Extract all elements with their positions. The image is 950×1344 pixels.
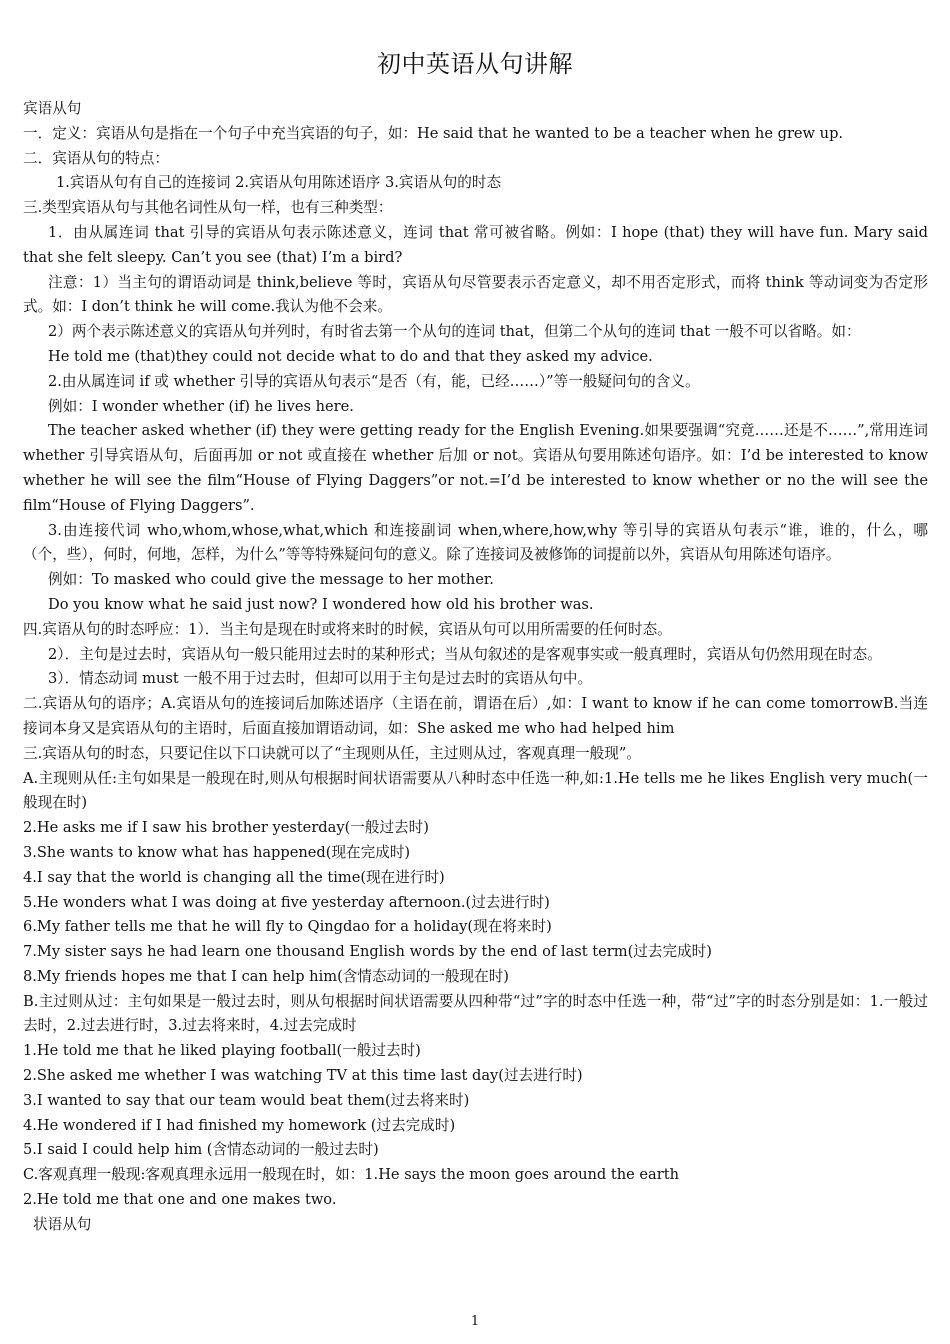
paragraph: 3.由连接代词 who,whom,whose,what,which 和连接副词 when,where,how,why 等引导的宾语从句表示“谁，谁的，什么，哪（个，些），何时，何地，怎样，为什么”等等特殊疑问句的意义。除了连接词及被修饰的词提前以外，宾语从句用陈述句语序。 — [23, 521, 928, 564]
example-sentence: 2.He told me that one and one makes two. — [23, 1191, 337, 1209]
paragraph: 注意：1）当主句的谓语动词是 think,believe 等时，宾语从句尽管要表示否定意义，却不用否定形式，而将 think 等动词变为否定形式。如：I don’t think he will come.我认为他不会来。 — [23, 273, 928, 316]
paragraph: 四.宾语从句的时态呼应：1）．当主句是现在时或将来时的时候，宾语从句可以用所需要的任何时态。 — [23, 620, 672, 638]
document-title: 初中英语从句讲解 — [377, 50, 573, 78]
page-number: 1 — [470, 1314, 480, 1329]
paragraph: 1.宾语从句有自己的连接词 2.宾语从句用陈述语序 3.宾语从句的时态 — [56, 174, 502, 192]
paragraph: 2.由从属连词 if 或 whether 引导的宾语从句表示“是否（有，能，已经……）”等一般疑问句的含义。 — [48, 372, 700, 390]
paragraph: 3）．情态动词 must 一般不用于过去时，但却可以用于主句是过去时的宾语从句中。 — [48, 670, 593, 688]
example-sentence: 3.She wants to know what has happened(现在完成时) — [23, 843, 411, 861]
example-sentence: 2.He asks me if I saw his brother yesterday(一般过去时) — [23, 819, 429, 837]
document-body — [23, 97, 928, 1238]
paragraph: A.主现则从任:主句如果是一般现在时,则从句根据时间状语需要从八种时态中任选一种,如:1.He tells me he likes English very much(一般现在时) — [23, 769, 928, 812]
paragraph: 一．定义：宾语从句是指在一个句子中充当宾语的句子，如：He said that he wanted to be a teacher when he grew up. — [23, 124, 844, 142]
example-sentence: 6.My father tells me that he will fly to Qingdao for a holiday(现在将来时) — [23, 918, 552, 936]
example-sentence: 4.I say that the world is changing all the time(现在进行时) — [23, 868, 445, 886]
example-sentence: 8.My friends hopes me that I can help him(含情态动词的一般现在时) — [23, 967, 509, 985]
section-heading: 状语从句 — [33, 1215, 92, 1233]
example-sentence: 4.He wondered if I had finished my homework (过去完成时) — [23, 1116, 456, 1134]
paragraph: 1．由从属连词 that 引导的宾语从句表示陈述意义，连词 that 常可被省略。例如：I hope (that) they will have fun. Mary said that she felt sleepy. Can’t you see (that) I’m a bird? — [23, 223, 928, 266]
example-sentence: 例如：I wonder whether (if) he lives here. — [48, 397, 354, 415]
paragraph: The teacher asked whether (if) they were getting ready for the English Evening.如果要强调“究竟……还是不……”,常用连词 whether 引导宾语从句，后面再加 or not 或直接在 whether 后加 or not。宾语从句要用陈述句语序。如：I’d be interested to know whether he will see the film“House of Flying Daggers”or not.=I’d be interested to know whether or no the will see the film“House of Flying Daggers”. — [23, 422, 928, 514]
example-sentence: 7.My sister says he had learn one thousand English words by the end of last term(过去完成时) — [23, 943, 712, 961]
example-sentence: 例如：To masked who could give the message to her mother. — [48, 571, 494, 589]
paragraph: 二．宾语从句的特点： — [23, 149, 169, 167]
paragraph: 三.类型宾语从句与其他名词性从句一样，也有三种类型： — [23, 199, 393, 217]
section-heading: 宾语从句 — [23, 100, 82, 117]
example-sentence: 5.I said I could help him (含情态动词的一般过去时) — [23, 1141, 379, 1159]
example-sentence: 5.He wonders what I was doing at five yesterday afternoon.(过去进行时) — [23, 893, 550, 911]
paragraph: C.客观真理一般现:客观真理永远用一般现在时，如：1.He says the moon goes around the earth — [23, 1166, 679, 1184]
paragraph: B.主过则从过：主句如果是一般过去时，则从句根据时间状语需要从四种带“过”字的时态中任选一种，带“过”字的时态分别是如：1.一般过去时，2.过去进行时，3.过去将来时，4.过去完成时 — [23, 992, 928, 1035]
example-sentence: 2.She asked me whether I was watching TV at this time last day(过去进行时) — [23, 1067, 583, 1085]
paragraph: 2）两个表示陈述意义的宾语从句并列时，有时省去第一个从句的连词 that，但第二个从句的连词 that 一般不可以省略。如： — [48, 323, 861, 341]
paragraph: 2）．主句是过去时，宾语从句一般只能用过去时的某种形式；当从句叙述的是客观事实或一般真理时，宾语从句仍然用现在时态。 — [48, 645, 882, 663]
paragraph: 三.宾语从句的时态，只要记住以下口诀就可以了“主现则从任，主过则从过，客观真理一般现”。 — [23, 744, 641, 762]
paragraph: 二.宾语从句的语序；A.宾语从句的连接词后加陈述语序（主语在前，谓语在后）,如：I want to know if he can come tomorrowB.当连接词本身又是宾语从句的主语时，后面直接加谓语动词，如：She asked me who had helped him — [23, 695, 928, 737]
example-sentence: 3.I wanted to say that our team would beat them(过去将来时) — [23, 1091, 470, 1109]
example-sentence: Do you know what he said just now? I wondered how old his brother was. — [48, 595, 594, 613]
example-sentence: 1.He told me that he liked playing football(一般过去时) — [23, 1042, 421, 1060]
example-sentence: He told me (that)they could not decide what to do and that they asked my advice. — [48, 347, 653, 365]
